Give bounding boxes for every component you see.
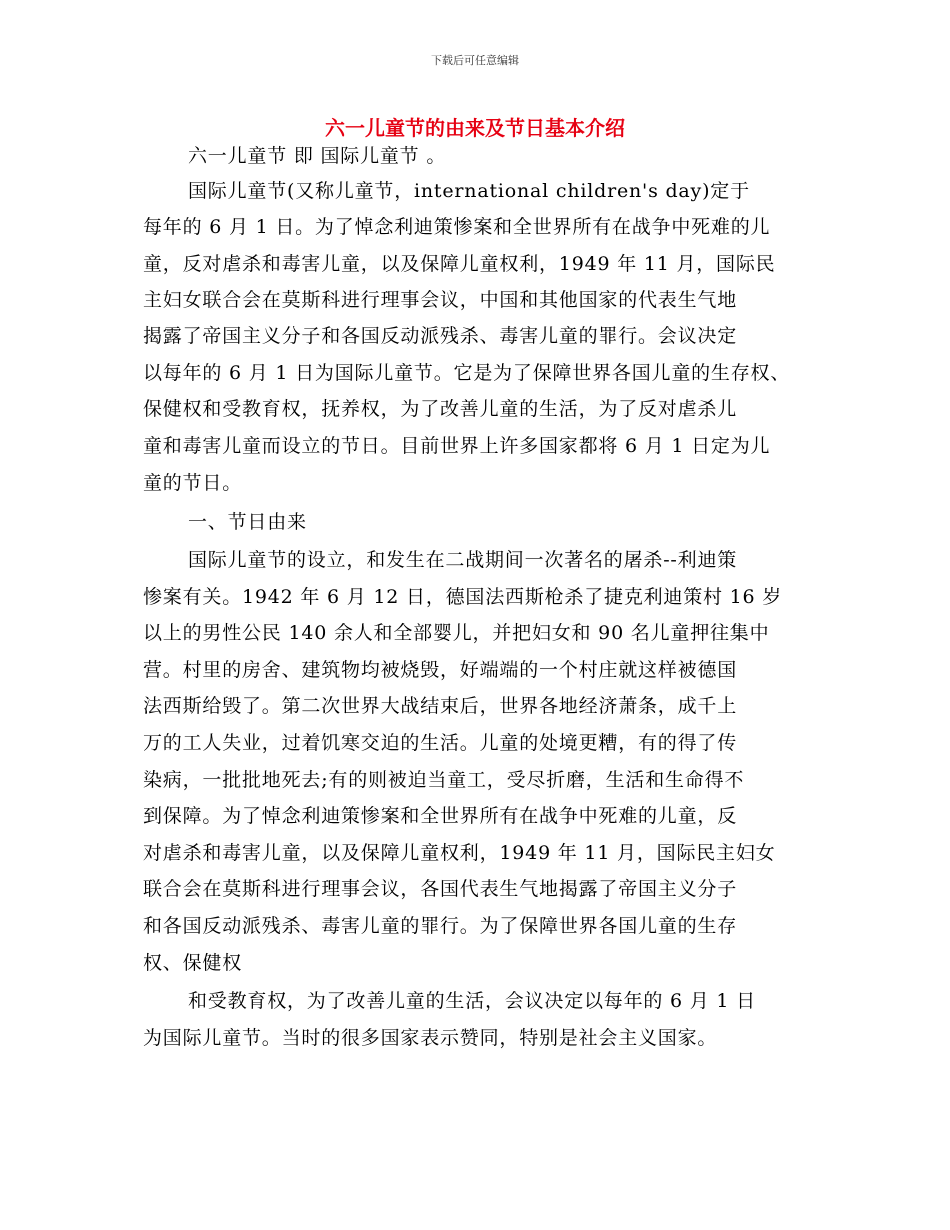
paragraph-line: 主妇女联合会在莫斯科进行理事会议，中国和其他国家的代表生气地: [143, 289, 738, 311]
paragraph-line: 权、保健权: [143, 952, 243, 974]
paragraph-line: 联合会在莫斯科进行理事会议，各国代表生气地揭露了帝国主义分子: [143, 878, 738, 900]
paragraph-line: 保健权和受教育权，抚养权，为了改善儿童的生活，为了反对虐杀儿: [143, 398, 738, 420]
paragraph-line: 以每年的 6 月 1 日为国际儿童节。它是为了保障世界各国儿童的生存权、: [143, 362, 791, 384]
paragraph-line: 童的节日。: [143, 472, 243, 494]
paragraph-line: 以上的男性公民 140 余人和全部婴儿，并把妇女和 90 名儿童押往集中: [143, 622, 770, 644]
paragraph-line: 和受教育权，为了改善儿童的生活，会议决定以每年的 6 月 1 日: [188, 990, 756, 1012]
paragraph-line: 童和毒害儿童而设立的节日。目前世界上许多国家都将 6 月 1 日定为儿: [143, 435, 771, 457]
paragraph-line: 国际儿童节(又称儿童节，international children's day)定于: [188, 180, 750, 202]
paragraph-line: 每年的 6 月 1 日。为了悼念利迪策惨案和全世界所有在战争中死难的儿: [143, 216, 771, 238]
paragraph-line: 营。村里的房舍、建筑物均被烧毁，好端端的一个村庄就这样被德国: [143, 659, 738, 681]
paragraph-line: 染病，一批批地死去;有的则被迫当童工，受尽折磨，生活和生命得不: [143, 769, 745, 791]
paragraph-line: 到保障。为了悼念利迪策惨案和全世界所有在战争中死难的儿童，反: [143, 805, 738, 827]
paragraph-line: 揭露了帝国主义分子和各国反动派残杀、毒害儿童的罪行。会议决定: [143, 325, 738, 347]
paragraph-line: 童，反对虐杀和毒害儿童，以及保障儿童权利，1949 年 11 月，国际民: [143, 253, 776, 275]
paragraph-line: 万的工人失业，过着饥寒交迫的生活。儿童的处境更糟，有的得了传: [143, 732, 738, 754]
document-title: 六一儿童节的由来及节日基本介绍: [325, 116, 625, 140]
section-heading: 一、节日由来: [188, 511, 307, 533]
paragraph-line: 六一儿童节 即 国际儿童节 。: [188, 145, 447, 167]
paragraph-line: 对虐杀和毒害儿童，以及保障儿童权利，1949 年 11 月，国际民主妇女: [143, 842, 776, 864]
paragraph-line: 惨案有关。1942 年 6 月 12 日，德国法西斯枪杀了捷克利迪策村 16 岁: [143, 586, 783, 608]
paragraph-line: 为国际儿童节。当时的很多国家表示赞同，特别是社会主义国家。: [143, 1027, 718, 1049]
paragraph-line: 法西斯给毁了。第二次世界大战结束后，世界各地经济萧条，成千上: [143, 695, 738, 717]
page-header: 下载后可任意编辑: [431, 54, 519, 67]
paragraph-line: 国际儿童节的设立，和发生在二战期间一次著名的屠杀--利迪策: [188, 549, 738, 571]
paragraph-line: 和各国反动派残杀、毒害儿童的罪行。为了保障世界各国儿童的生存: [143, 915, 738, 937]
